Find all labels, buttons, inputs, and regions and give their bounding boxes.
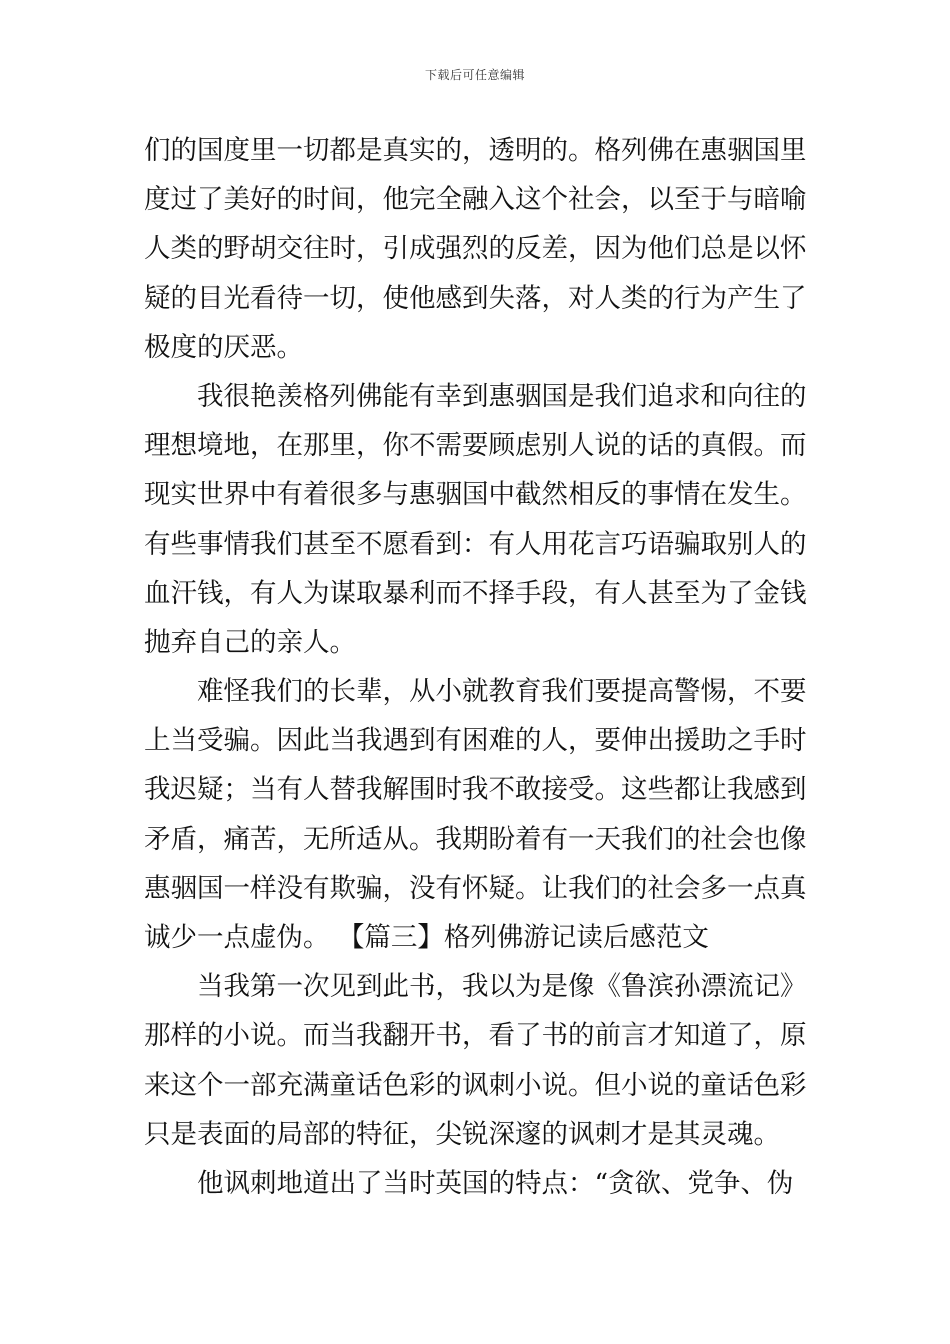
text-line: 上当受骗。因此当我遇到有困难的人，要伸出援助之手时	[144, 725, 807, 757]
text-line: 人类的野胡交往时，引成强烈的反差，因为他们总是以怀	[144, 233, 807, 265]
document-body	[144, 126, 808, 1208]
text-line: 有些事情我们甚至不愿看到：有人用花言巧语骗取别人的	[144, 528, 807, 560]
text-line: 惠骃国一样没有欺骗，没有怀疑。让我们的社会多一点真	[144, 872, 807, 904]
text-line: 那样的小说。而当我翻开书，看了书的前言才知道了，原	[144, 1020, 807, 1052]
page-header: 下载后可任意编辑	[424, 68, 525, 82]
text-line: 诚少一点虚伪。 【篇三】格列佛游记读后感范文	[144, 922, 709, 953]
text-line: 理想境地，在那里，你不需要顾虑别人说的话的真假。而	[144, 430, 807, 462]
text-line: 抛弃自己的亲人。	[144, 626, 356, 658]
text-line: 来这个一部充满童话色彩的讽刺小说。但小说的童话色彩	[144, 1069, 807, 1101]
text-line: 矛盾，痛苦，无所适从。我期盼着有一天我们的社会也像	[144, 823, 807, 855]
text-line: 难怪我们的长辈，从小就教育我们要提高警惕，不要	[144, 676, 807, 708]
text-line: 我迟疑；当有人替我解围时我不敢接受。这些都让我感到	[144, 774, 807, 806]
text-line: 极度的厌恶。	[144, 331, 303, 363]
text-line: 只是表面的局部的特征，尖锐深邃的讽刺才是其灵魂。	[144, 1118, 780, 1150]
text-line: 血汗钱，有人为谋取暴利而不择手段，有人甚至为了金钱	[144, 577, 807, 609]
text-line: 疑的目光看待一切，使他感到失落，对人类的行为产生了	[144, 282, 807, 314]
text-line: 当我第一次见到此书，我以为是像《鲁滨孙漂流记》	[144, 971, 807, 1003]
text-line: 度过了美好的时间，他完全融入这个社会，以至于与暗喻	[144, 184, 807, 216]
text-line: 我很艳羡格列佛能有幸到惠骃国是我们追求和向往的	[144, 380, 807, 412]
text-line: 他讽刺地道出了当时英国的特点：“贪欲、党争、伪	[144, 1167, 794, 1199]
text-line: 们的国度里一切都是真实的，透明的。格列佛在惠骃国里	[144, 135, 807, 166]
text-line: 现实世界中有着很多与惠骃国中截然相反的事情在发生。	[144, 479, 807, 511]
